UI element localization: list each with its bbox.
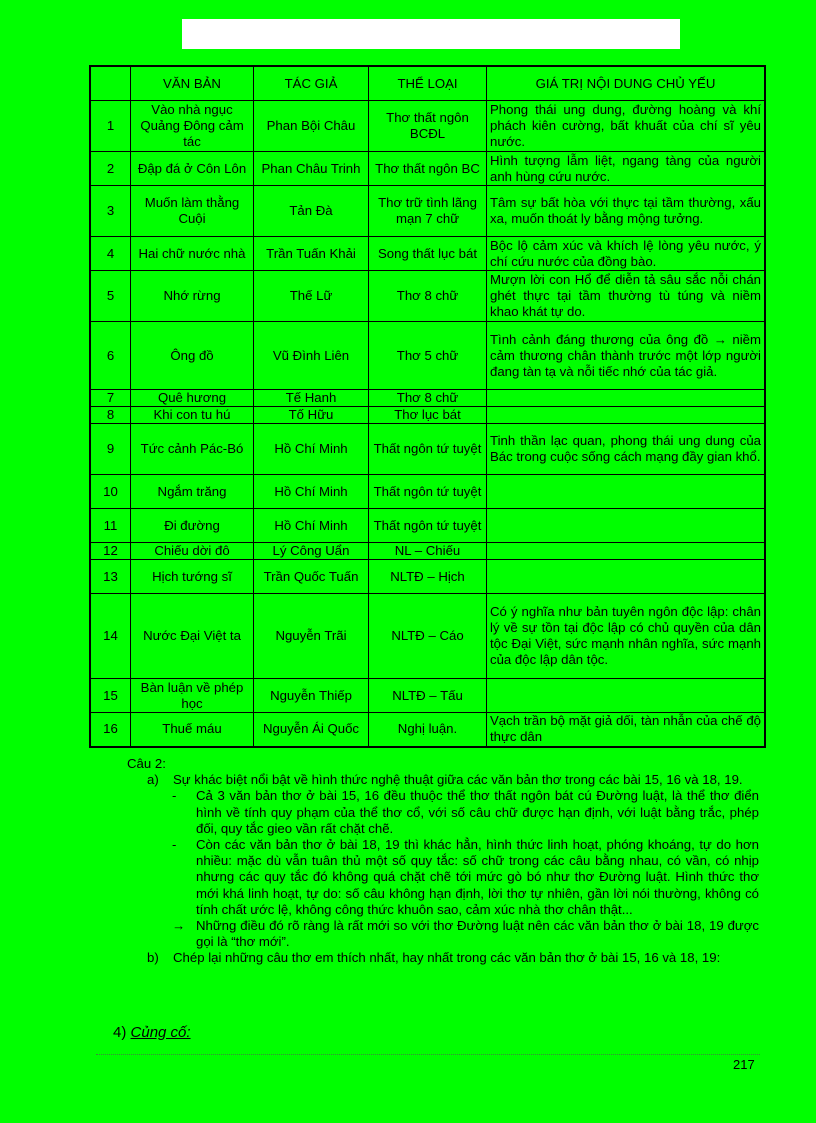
cell-title: Đi đường: [131, 509, 254, 543]
cell-content: Tình cảnh đáng thương của ông đồ → niềm cảm thương chân thành trước một lớp người đang tàn tạ và nỗi tiếc nhớ của tác giả.: [487, 322, 766, 390]
arrow-icon: →: [172, 918, 186, 934]
part-b-text: Chép lại những câu thơ em thích nhất, hay nhất trong các văn bản thơ ở bài 15, 16 và 18, 19:: [173, 950, 721, 966]
cell-genre: NLTĐ – Hịch: [369, 560, 487, 594]
table-row: [90, 407, 765, 424]
question-part-b: [127, 950, 759, 966]
cell-content: Có ý nghĩa như bản tuyên ngôn độc lập: chân lý về sự tồn tại độc lập có chủ quyền của dân tộc Đại Việt, sức mạnh nhân nghĩa, sức mạnh của độc lập dân tộc.: [487, 594, 766, 679]
cell-genre: Thơ 8 chữ: [369, 390, 487, 407]
row-number: 13: [90, 560, 131, 594]
header-bar: [182, 19, 680, 49]
cell-content: [487, 543, 766, 560]
table-row: [90, 475, 765, 509]
cell-author: Lý Công Uẩn: [254, 543, 369, 560]
cell-author: Nguyễn Thiếp: [254, 679, 369, 713]
cell-genre: NLTĐ – Tấu: [369, 679, 487, 713]
row-number: 2: [90, 152, 131, 186]
footer-divider: [96, 1054, 760, 1055]
row-number: 9: [90, 424, 131, 475]
conclusion-item: [127, 918, 759, 950]
cell-title: Hịch tướng sĩ: [131, 560, 254, 594]
summary-title: Củng cố:: [130, 1024, 191, 1041]
cell-title: Nhớ rừng: [131, 271, 254, 322]
cell-genre: NLTĐ – Cáo: [369, 594, 487, 679]
cell-title: Ông đồ: [131, 322, 254, 390]
row-number: 12: [90, 543, 131, 560]
cell-author: Phan Bội Châu: [254, 101, 369, 152]
cell-author: Nguyễn Trãi: [254, 594, 369, 679]
cell-author: Phan Châu Trinh: [254, 152, 369, 186]
bullet-marker: -: [172, 837, 177, 853]
header-genre: THỂ LOẠI: [369, 66, 487, 101]
cell-content: Mượn lời con Hổ để diễn tả sâu sắc nỗi chán ghét thực tại tầm thường tù túng và niềm khao khát tự do.: [487, 271, 766, 322]
cell-title: Vào nhà ngục Quảng Đông cảm tác: [131, 101, 254, 152]
question-block: [127, 756, 759, 967]
table-row: [90, 424, 765, 475]
table-row: [90, 713, 765, 747]
cell-content: [487, 390, 766, 407]
cell-genre: Thơ thất ngôn BC: [369, 152, 487, 186]
row-number: 1: [90, 101, 131, 152]
bullet-marker: -: [172, 788, 177, 804]
part-b-marker: b): [147, 950, 159, 966]
cell-content: [487, 407, 766, 424]
part-a-marker: a): [147, 772, 159, 788]
row-number: 5: [90, 271, 131, 322]
cell-author: Tản Đà: [254, 186, 369, 237]
cell-title: Khi con tu hú: [131, 407, 254, 424]
table-row: [90, 322, 765, 390]
cell-content: Bộc lộ cảm xúc và khích lệ lòng yêu nước, ý chí cứu nước của đồng bào.: [487, 237, 766, 271]
cell-author: Thế Lữ: [254, 271, 369, 322]
bullet-text: Cả 3 văn bản thơ ở bài 15, 16 đều thuộc thể thơ thất ngôn bát cú Đường luật, là thể thơ điển hình về tính quy phạm của thể thơ cổ, với số câu chữ được hạn định, với luật bằng trắc, phép đối, quy tắc gieo vần rất chặt chẽ.: [196, 788, 759, 836]
header-number: [90, 66, 131, 101]
part-a-text: Sự khác biệt nổi bật về hình thức nghệ thuật giữa các văn bản thơ trong các bài 15, 16 và 18, 19.: [173, 772, 743, 788]
row-number: 15: [90, 679, 131, 713]
cell-genre: Thất ngôn tứ tuyệt: [369, 424, 487, 475]
row-number: 10: [90, 475, 131, 509]
table-row: [90, 186, 765, 237]
cell-title: Nước Đại Việt ta: [131, 594, 254, 679]
cell-content: Hình tượng lẫm liệt, ngang tàng của người anh hùng cứu nước.: [487, 152, 766, 186]
cell-genre: Thơ thất ngôn BCĐL: [369, 101, 487, 152]
row-number: 11: [90, 509, 131, 543]
conclusion-text: Những điều đó rõ ràng là rất mới so với thơ Đường luật nên các văn bản thơ ở bài 18, 19 được gọi là “thơ mới”.: [196, 918, 759, 950]
cell-title: Quê hương: [131, 390, 254, 407]
summary-number: 4): [113, 1024, 127, 1041]
table-row: [90, 152, 765, 186]
summary-heading: [113, 1024, 191, 1042]
row-number: 8: [90, 407, 131, 424]
cell-author: Nguyễn Ái Quốc: [254, 713, 369, 747]
cell-genre: Nghị luận.: [369, 713, 487, 747]
question-part-a: [127, 772, 759, 788]
header-content: GIÁ TRỊ NỘI DUNG CHỦ YẾU: [487, 66, 766, 101]
cell-content: [487, 509, 766, 543]
cell-genre: Thất ngôn tứ tuyệt: [369, 475, 487, 509]
cell-content: [487, 560, 766, 594]
header-author: TÁC GIẢ: [254, 66, 369, 101]
cell-title: Muốn làm thằng Cuội: [131, 186, 254, 237]
row-number: 16: [90, 713, 131, 747]
cell-content: Tâm sự bất hòa với thực tại tầm thường, xấu xa, muốn thoát ly bằng mộng tưởng.: [487, 186, 766, 237]
bullet-item: [127, 788, 759, 837]
cell-author: Hồ Chí Minh: [254, 509, 369, 543]
page-number: 217: [733, 1057, 755, 1072]
cell-author: Hồ Chí Minh: [254, 475, 369, 509]
row-number: 6: [90, 322, 131, 390]
cell-genre: NL – Chiếu: [369, 543, 487, 560]
cell-content: [487, 679, 766, 713]
cell-title: Bàn luận về phép học: [131, 679, 254, 713]
cell-content: Tinh thần lạc quan, phong thái ung dung của Bác trong cuộc sống cách mạng đầy gian khổ.: [487, 424, 766, 475]
cell-genre: Song thất lục bát: [369, 237, 487, 271]
table-row: [90, 509, 765, 543]
cell-title: Chiếu dời đô: [131, 543, 254, 560]
cell-title: Tức cảnh Pác-Bó: [131, 424, 254, 475]
table-row: [90, 560, 765, 594]
cell-author: Hồ Chí Minh: [254, 424, 369, 475]
row-number: 3: [90, 186, 131, 237]
row-number: 14: [90, 594, 131, 679]
header-text: VĂN BẢN: [131, 66, 254, 101]
cell-content: Vạch trần bộ mặt giả dối, tàn nhẫn của chế độ thực dân: [487, 713, 766, 747]
cell-author: Trần Tuấn Khải: [254, 237, 369, 271]
row-number: 4: [90, 237, 131, 271]
cell-title: Đập đá ở Côn Lôn: [131, 152, 254, 186]
table-row: [90, 271, 765, 322]
cell-genre: Thơ 8 chữ: [369, 271, 487, 322]
cell-genre: Thất ngôn tứ tuyệt: [369, 509, 487, 543]
cell-author: Trần Quốc Tuấn: [254, 560, 369, 594]
cell-content: [487, 475, 766, 509]
bullet-text: Còn các văn bản thơ ở bài 18, 19 thì khác hẳn, hình thức linh hoạt, phóng khoáng, tự do hơn nhiều: mặc dù vẫn tuân thủ một số quy tắc: số chữ trong các câu bằng nhau, có vần, có nhịp nhưng các quy tắc đó không quá chặt chẽ tới mức gò bó như thơ Đường luật. Hình thức thơ mới khá linh hoạt, tự do: số câu không hạn định, lời thơ tự nhiên, gần lời nói thường, không có tính chất ước lệ, không công thức khuôn sao, cảm xúc nhà thơ chân thật...: [196, 837, 759, 917]
bullet-item: [127, 837, 759, 918]
cell-title: Thuế máu: [131, 713, 254, 747]
cell-genre: Thơ lục bát: [369, 407, 487, 424]
table-row: [90, 237, 765, 271]
cell-content: Phong thái ung dung, đường hoàng và khí phách kiên cường, bất khuất của chí sĩ yêu nước.: [487, 101, 766, 152]
cell-genre: Thơ 5 chữ: [369, 322, 487, 390]
table-row: [90, 101, 765, 152]
table-row: [90, 390, 765, 407]
table-row: [90, 679, 765, 713]
cell-author: Tố Hữu: [254, 407, 369, 424]
question-title: Câu 2:: [127, 756, 166, 771]
cell-title: Ngắm trăng: [131, 475, 254, 509]
cell-author: Tế Hanh: [254, 390, 369, 407]
table-row: [90, 543, 765, 560]
row-number: 7: [90, 390, 131, 407]
cell-title: Hai chữ nước nhà: [131, 237, 254, 271]
table-row: [90, 594, 765, 679]
cell-author: Vũ Đình Liên: [254, 322, 369, 390]
literature-summary-table: [89, 65, 766, 748]
table-body: [90, 101, 765, 747]
cell-genre: Thơ trữ tình lãng mạn 7 chữ: [369, 186, 487, 237]
table-header-row: [90, 66, 765, 101]
